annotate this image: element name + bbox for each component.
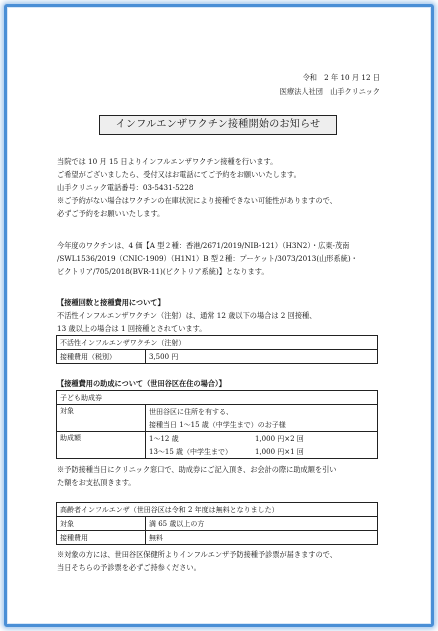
- subsidy-value-1: 1,000 円×2 回: [252, 432, 378, 446]
- intro-line-4: ※ご予約がない場合はワクチンの在庫状況により接種できない可能性がありますので、: [57, 196, 337, 205]
- vaccine-line-1: 今年度のワクチンは、4 価【A 型２種：香港/2671/2019/NIB-121）（H3N2）・広東-茂南: [57, 241, 350, 250]
- table-row: [57, 503, 378, 517]
- child-target-line-2: 接種当日 1～15 歳（中学生まで）のお子様: [146, 418, 378, 432]
- elderly-fee-label: 接種費用: [57, 531, 146, 545]
- elderly-fee-value: 無料: [146, 531, 378, 545]
- elderly-target-label: 対象: [57, 517, 146, 531]
- doses-line-2: 13 歳以上の場合は 1 回接種とされています。: [57, 324, 207, 333]
- elderly-note-1: ※対象の方には、世田谷区保健所よりインフルエンザ予防接種予診票が届きますので、: [57, 550, 337, 559]
- intro-line-2: ご希望がございましたら、受付又はお電話にてご予約をお願いいたします。: [57, 170, 301, 179]
- subsidy-note-2: た額をお支払頂きます。: [57, 478, 136, 487]
- child-target-label: 対象: [57, 405, 146, 432]
- vaccine-line-2: /SWL1536/2019（CNIC-1909）（H1N1）B 型２種：プーケット/3073/2013(山形系統)・: [57, 254, 358, 263]
- subsidy-value-2: 1,000 円×1 回: [252, 445, 378, 459]
- subsidy-note-1: ※予防接種当日にクリニック窓口で、助成券にご記入頂き、お会計の際に助成額を引い: [57, 465, 337, 474]
- fee-label: 接種費用（税別）: [57, 350, 146, 364]
- vaccine-line-3: ビクトリア/705/2018(BVR-11)(ビクトリア系統)】となります。: [57, 267, 269, 276]
- table-row: [57, 405, 378, 419]
- clinic-phone: 山手クリニック電話番号：03-5431-5228: [57, 183, 194, 192]
- doses-line-1: 不活性インフルエンザワクチン（注射）は、通常 12 歳以下の場合は 2 回接種、: [57, 311, 317, 320]
- child-subsidy-title: 子ども助成券: [57, 391, 378, 405]
- table-row: [57, 350, 378, 364]
- subsidy-amount-label: 助成額: [57, 432, 146, 459]
- subsidy-age-1: 1～12 歳: [146, 432, 253, 446]
- page-title: インフルエンザワクチン接種開始のお知らせ: [99, 115, 337, 135]
- section-heading-subsidy: 【接種費用の助成について（世田谷区在住の場合）】: [57, 379, 226, 388]
- intro-line-5: 必ずご予約をお願いいたします。: [57, 209, 165, 218]
- elderly-note-2: 当日そちらの予診票を必ずご持参ください。: [57, 563, 201, 572]
- notice-date: 令和 2 年 10 月 12 日: [302, 73, 380, 82]
- section-heading-doses: 【接種回数と接種費用について】: [57, 298, 165, 307]
- clinic-name: 医療法人社団 山手クリニック: [279, 87, 380, 96]
- intro-line-1: 当院では 10 月 15 日よりインフルエンザワクチン接種を行います。: [57, 157, 278, 166]
- elderly-title: 高齢者インフルエンザ（世田谷区は令和 2 年度は無料となりました）: [57, 503, 378, 517]
- table-row: [57, 432, 378, 446]
- table-row: [57, 336, 378, 350]
- elderly-table: [56, 502, 378, 545]
- child-target-line-1: 世田谷区に住所を有する、: [146, 405, 378, 419]
- fee-table: [56, 335, 378, 364]
- elderly-target-value: 満 65 歳以上の方: [146, 517, 378, 531]
- table-row: [57, 517, 378, 531]
- fee-value: 3,500 円: [146, 350, 378, 364]
- table-row: [57, 391, 378, 405]
- subsidy-age-2: 13～15 歳（中学生まで）: [146, 445, 253, 459]
- fee-table-title: 不活性インフルエンザワクチン（注射）: [57, 336, 378, 350]
- child-subsidy-table: [56, 390, 378, 459]
- table-row: [57, 531, 378, 545]
